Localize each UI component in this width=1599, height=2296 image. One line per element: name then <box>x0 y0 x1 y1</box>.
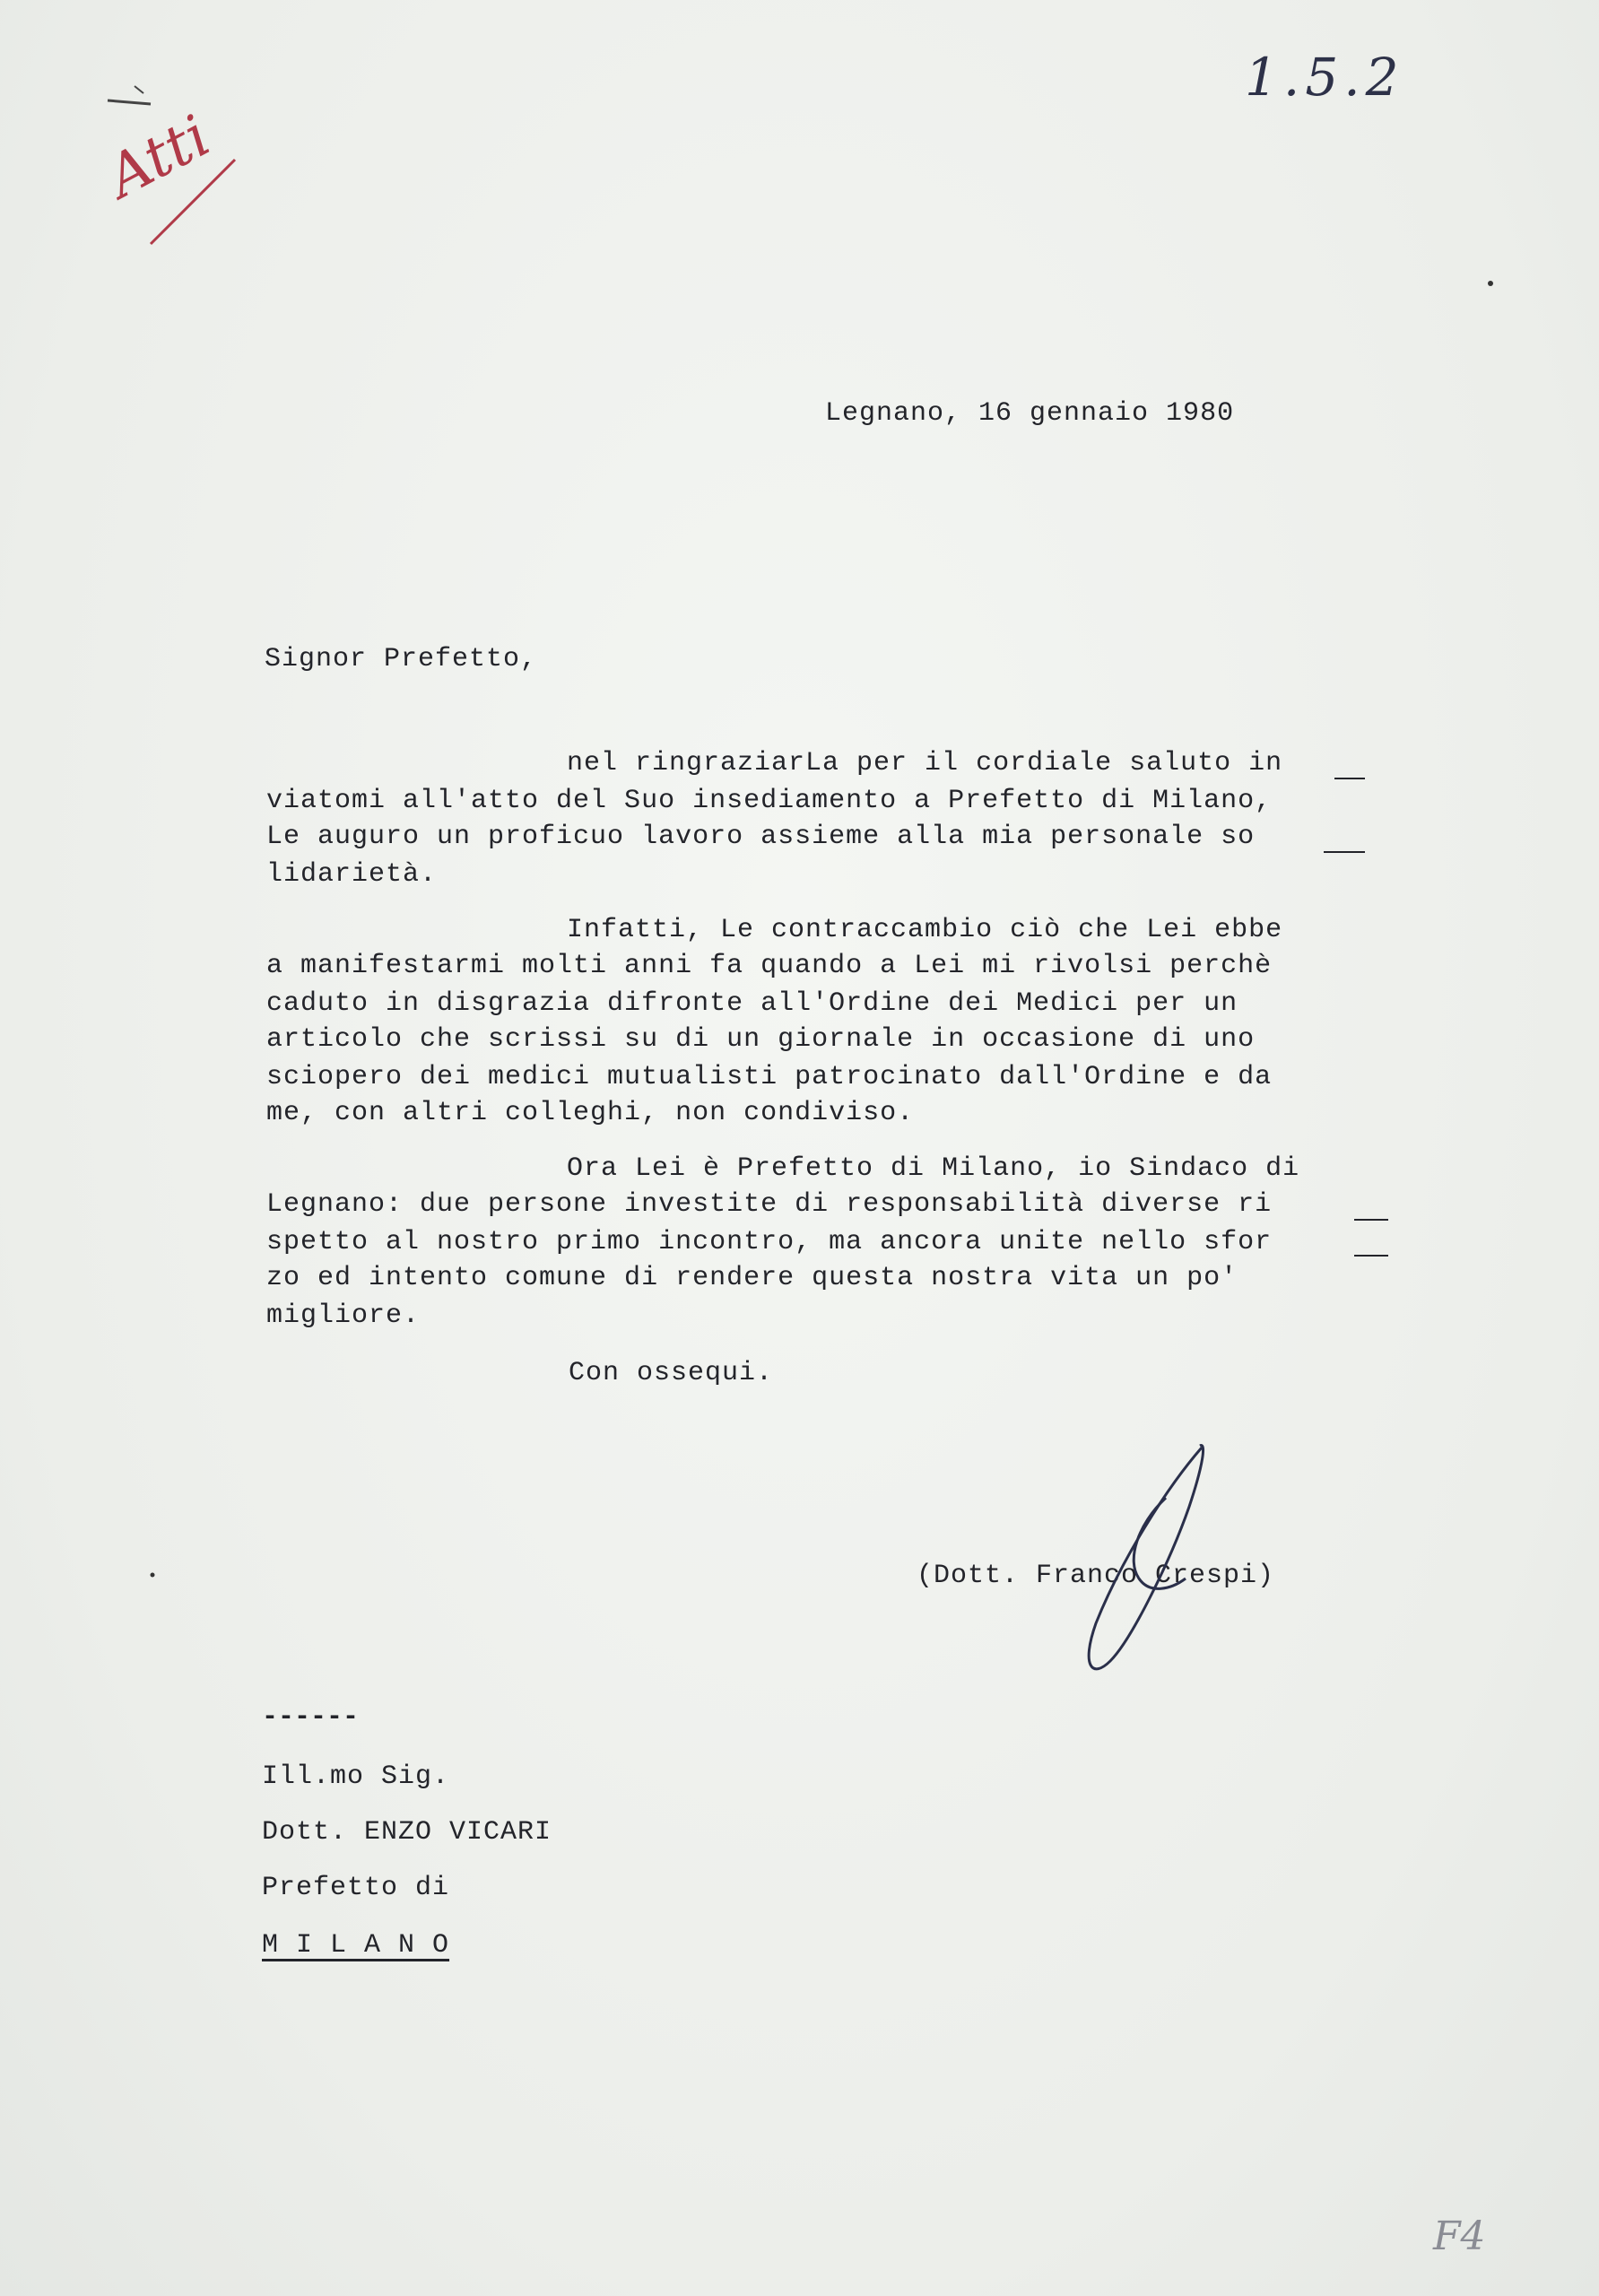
signature-stroke <box>1089 1446 1203 1669</box>
recipient-city: M I L A N O <box>262 1930 450 1961</box>
recipient-role: Prefetto di <box>262 1873 450 1903</box>
paragraph-3-line-3: spetto al nostro primo incontro, ma ancora unite nello sfor <box>266 1227 1273 1257</box>
salutation: Signor Prefetto, <box>265 644 538 674</box>
paragraph-2-line-4: articolo che scrissi su di un giornale in occasione di uno <box>266 1024 1256 1055</box>
reference-number-annotation: 1.5.2 <box>1245 47 1404 108</box>
paragraph-3-line-4: zo ed intento comune di rendere questa nostra vita un po' <box>266 1263 1238 1293</box>
paragraph-1-line-4: lidarietà. <box>266 859 438 890</box>
paragraph-2-line-2: a manifestarmi molti anni fa quando a Lei mi rivolsi perchè <box>266 951 1273 981</box>
paragraph-3-line-1: Ora Lei è Prefetto di Milano, io Sindaco di <box>567 1153 1300 1184</box>
paragraph-1-line-2: viatomi all'atto del Suo insediamento a Prefetto di Milano, <box>266 786 1273 816</box>
paper-speck-2 <box>151 1573 155 1578</box>
paragraph-3-line-2: Legnano: due persone investite di responsabilità diverse ri <box>266 1189 1273 1220</box>
recipient-name: Dott. ENZO VICARI <box>262 1817 552 1848</box>
paragraph-3-line-5: migliore. <box>266 1300 421 1331</box>
date-line: Legnano, 16 gennaio 1980 <box>825 398 1235 429</box>
recipient-title: Ill.mo Sig. <box>262 1761 450 1792</box>
signature-name: (Dott. Franco Crespi) <box>917 1561 1275 1591</box>
paragraph-2-line-6: me, con altri colleghi, non condiviso. <box>266 1098 915 1128</box>
paragraph-1-line-1: nel ringraziarLa per il cordiale saluto in <box>567 748 1283 778</box>
pencil-tick-mark-2 <box>135 86 143 93</box>
paragraph-1-line-3: Le auguro un proficuo lavoro assieme alla mia personale so <box>266 822 1256 852</box>
pencil-tick-mark <box>108 100 151 104</box>
page-code-annotation: F4 <box>1433 2213 1486 2259</box>
paragraph-2-line-3: caduto in disgrazia difronte all'Ordine dei Medici per un <box>266 988 1238 1019</box>
closing: Con ossequi. <box>569 1358 774 1388</box>
paragraph-2-line-1: Infatti, Le contraccambio ciò che Lei ebbe <box>567 915 1283 945</box>
paragraph-2-line-5: sciopero dei medici mutualisti patrocinato dall'Ordine e da <box>266 1062 1273 1092</box>
paper-speck <box>1488 281 1493 286</box>
separator-line: ------ <box>262 1702 360 1733</box>
atti-annotation: Atti <box>97 103 222 212</box>
